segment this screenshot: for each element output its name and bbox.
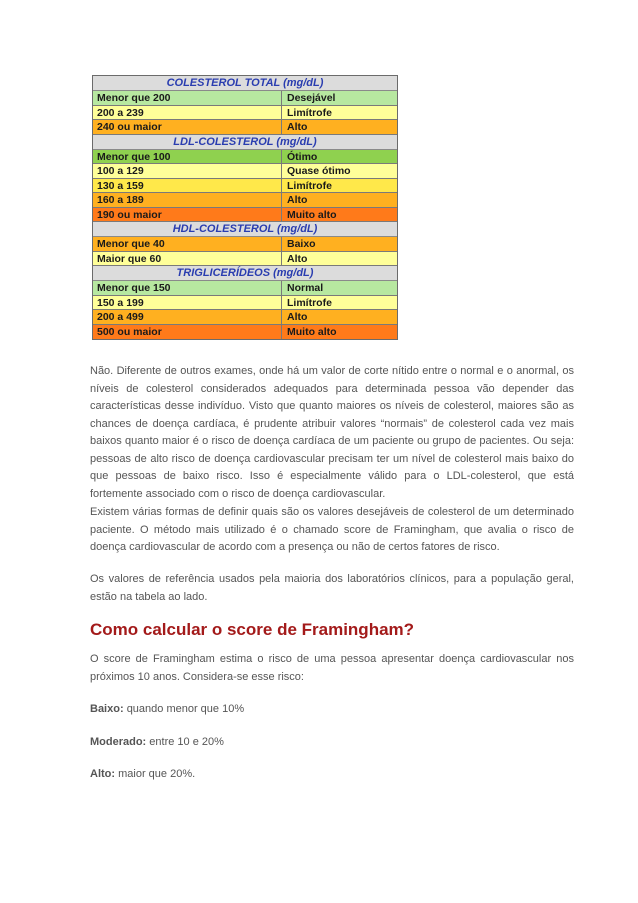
range-cell: Menor que 100 [93, 150, 282, 164]
range-cell: 160 a 189 [93, 193, 282, 207]
table-row [93, 237, 397, 252]
range-cell: 240 ou maior [93, 120, 282, 134]
range-cell: Menor que 40 [93, 237, 282, 251]
table-row [93, 164, 397, 179]
table-row [93, 120, 397, 135]
table-row [93, 91, 397, 106]
risk-label: Moderado: [90, 736, 147, 748]
status-cell: Muito alto [287, 325, 337, 338]
cholesterol-reference-table [92, 75, 398, 340]
paragraph-framingham: O score de Framingham estima o risco de uma pessoa apresentar doença cardiovascular nos próximos 10 anos. Considera-se esse risco: [90, 653, 574, 683]
table-row [93, 106, 397, 121]
status-cell: Alto [287, 121, 308, 133]
status-cell: Limítrofe [287, 296, 332, 309]
status-cell: Normal [287, 282, 324, 294]
table-row [93, 296, 397, 311]
table-row [93, 325, 397, 340]
range-cell: 150 a 199 [93, 296, 282, 310]
range-cell: 190 ou maior [93, 208, 282, 222]
table-row [93, 208, 397, 223]
risk-moderate [90, 734, 574, 752]
range-cell: 500 ou maior [93, 325, 282, 340]
table-row [93, 281, 397, 296]
table-row [93, 193, 397, 208]
risk-label: Baixo: [90, 703, 124, 715]
status-cell: Alto [287, 252, 308, 265]
status-cell: Muito alto [287, 208, 337, 221]
status-cell: Limítrofe [287, 106, 332, 119]
section-header-colesterol-total: COLESTEROL TOTAL (mg/dL) [93, 76, 397, 91]
risk-text: entre 10 e 20% [149, 736, 224, 748]
range-cell: Maior que 60 [93, 252, 282, 266]
status-cell: Baixo [287, 238, 316, 250]
status-cell: Ótimo [287, 150, 318, 163]
range-cell: 130 a 159 [93, 179, 282, 193]
table-row [93, 150, 397, 165]
table-row [93, 310, 397, 325]
paragraph-intro: Não. Diferente de outros exames, onde há um valor de corte nítido entre o normal e o anormal, os níveis de colesterol considerados adequados para determinada pessoa vão depender das características desse indivíduo. Visto que quanto maiores os níveis de colesterol, maiores são as chances de doença cardíaca, é prudente atribuir valores “normais” de colesterol cada vez mais baixos quanto maior é o risco de doença cardíaca de um paciente ou grupo de pacientes. Ou seja: pessoas de alto risco de doença cardiovascular precisam ter um nível de colesterol mais baixo do que pessoas de baixo risco. Isso é especialmente válido para o LDL-colesterol, que está fortemente associado com o risco de doença cardiovascular. [90, 365, 574, 500]
range-cell: 200 a 499 [93, 310, 282, 324]
risk-text: quando menor que 10% [126, 703, 245, 715]
range-cell: 100 a 129 [93, 164, 282, 178]
risk-low [90, 701, 574, 719]
status-cell: Alto [287, 194, 308, 206]
status-cell: Alto [287, 311, 308, 323]
range-cell: Menor que 200 [93, 91, 282, 105]
risk-high [90, 766, 574, 784]
section-header-hdl: HDL-COLESTEROL (mg/dL) [93, 222, 397, 237]
table-row [93, 252, 397, 267]
risk-text: maior que 20%. [118, 768, 196, 780]
paragraph-methods: Existem várias formas de definir quais são os valores desejáveis de colesterol de um determinado paciente. O método mais utilizado é o chamado score de Framingham, que avalia o risco de doença cardiovascular de acordo com a presença ou não de certos fatores de risco. [90, 506, 574, 553]
range-cell: Menor que 150 [93, 281, 282, 295]
range-cell: 200 a 239 [93, 106, 282, 120]
risk-label: Alto: [90, 768, 116, 780]
status-cell: Limítrofe [287, 179, 332, 192]
paragraph-reference: Os valores de referência usados pela maioria dos laboratórios clínicos, para a população geral, estão na tabela ao lado. [90, 573, 574, 603]
status-cell: Desejável [287, 92, 336, 104]
table-row [93, 179, 397, 194]
section-header-triglicerideos: TRIGLICERÍDEOS (mg/dL) [93, 266, 397, 281]
status-cell: Quase ótimo [287, 165, 351, 177]
section-heading: Como calcular o score de Framingham? [90, 620, 415, 639]
section-header-ldl: LDL-COLESTEROL (mg/dL) [93, 135, 397, 150]
